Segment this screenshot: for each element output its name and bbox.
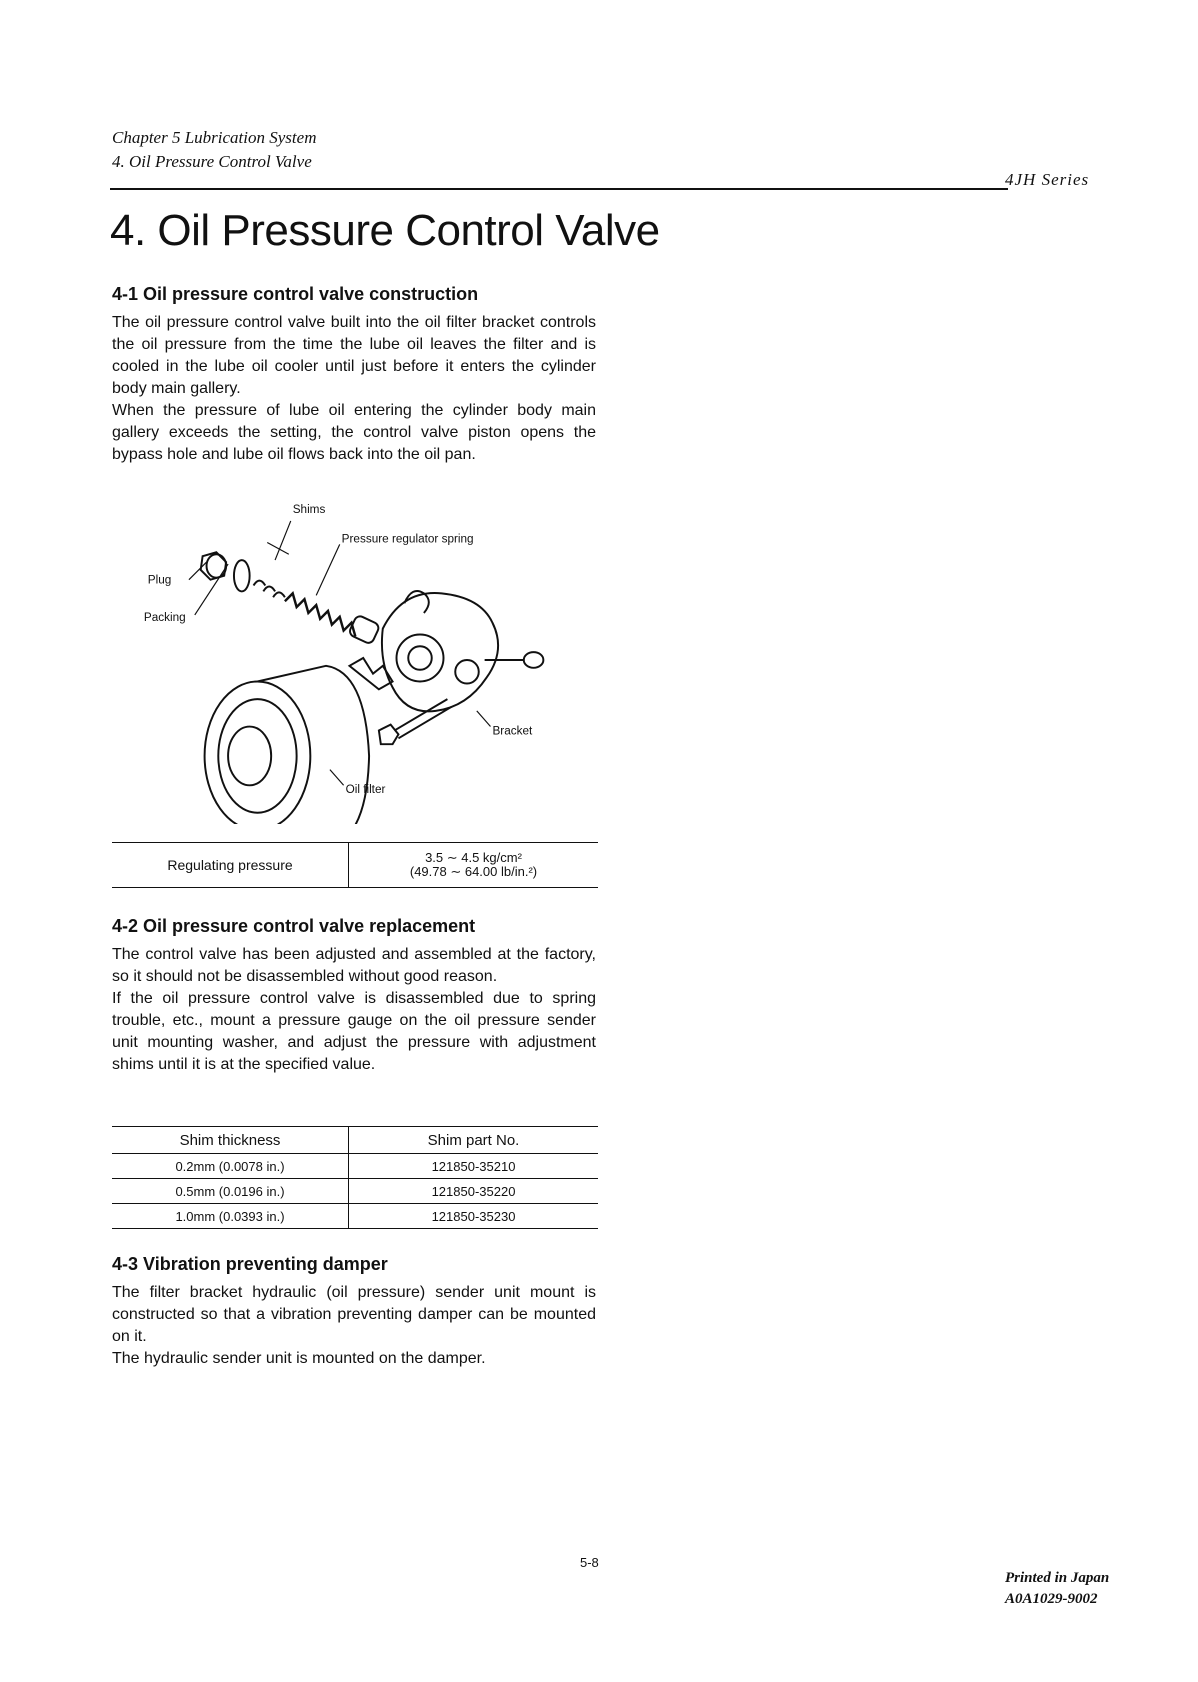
- cell-part: 121850-35210: [349, 1154, 599, 1179]
- page-title: 4. Oil Pressure Control Valve: [110, 206, 660, 255]
- cell-thickness: 0.2mm (0.0078 in.): [112, 1154, 349, 1179]
- page-number: 5-8: [580, 1555, 599, 1570]
- section-heading-construction: 4-1 Oil pressure control valve construction: [112, 284, 479, 304]
- table-header-row: [112, 1127, 598, 1154]
- spec-value-imperial: (49.78 ∼ 64.00 lb/in.²): [409, 864, 538, 879]
- header-chapter: Chapter 5 Lubrication System: [112, 128, 317, 147]
- cell-thickness: 1.0mm (0.0393 in.): [112, 1204, 349, 1229]
- spec-value: [349, 843, 599, 888]
- table-row: [112, 843, 598, 888]
- label-spring: Pressure regulator spring: [341, 532, 474, 546]
- label-bracket: Bracket: [492, 724, 533, 738]
- header-series: 4JH Series: [1005, 170, 1090, 189]
- label-oil-filter: Oil filter: [345, 783, 386, 797]
- paragraph: The hydraulic sender unit is mounted on the damper.: [112, 1350, 486, 1367]
- label-shims: Shims: [292, 503, 326, 517]
- paragraph: The oil pressure control valve built into the oil filter bracket controls the oil pressure from the time the lube oil leaves the filter and is cooled in the lube oil cooler until just before it enters the cylinder body main gallery.: [112, 314, 596, 397]
- spec-value-metric: 3.5 ∼ 4.5 kg/cm²: [425, 850, 522, 865]
- document-code: A0A1029-9002: [1005, 1591, 1098, 1607]
- section-heading-damper: 4-3 Vibration preventing damper: [112, 1254, 388, 1274]
- paragraph: The filter bracket hydraulic (oil pressure) sender unit mount is constructed so that a vibration preventing damper can be mounted on it.: [112, 1284, 596, 1345]
- header-section: 4. Oil Pressure Control Valve: [112, 152, 312, 171]
- col-header-part: Shim part No.: [349, 1127, 599, 1154]
- section-body-construction: [112, 312, 596, 466]
- regulating-pressure-table: [112, 842, 598, 888]
- section-body-damper: [112, 1282, 596, 1370]
- diagram-svg: [138, 492, 608, 824]
- printed-in: Printed in Japan: [1005, 1570, 1110, 1586]
- cell-part: 121850-35230: [431, 1208, 516, 1224]
- cell-thickness: 0.5mm (0.0196 in.): [112, 1179, 349, 1204]
- table-row: [112, 1204, 598, 1229]
- shim-table: [112, 1126, 598, 1229]
- section-heading-replacement: 4-2 Oil pressure control valve replacement: [112, 916, 476, 936]
- header-rule: [110, 188, 1008, 190]
- label-plug: Plug: [147, 573, 172, 587]
- table-row: [112, 1154, 598, 1179]
- paragraph: If the oil pressure control valve is disassembled due to spring trouble, etc., mount a pressure gauge on the oil pressure sender unit mounting washer, and adjust the pressure with adjustment shims until it is at the specified value.: [112, 990, 596, 1073]
- section-body-replacement: [112, 944, 596, 1076]
- table-row: [112, 1179, 598, 1204]
- cell-part: 121850-35220: [349, 1179, 599, 1204]
- paragraph: The control valve has been adjusted and assembled at the factory, so it should not be disassembled without good reason.: [112, 946, 596, 985]
- paragraph: When the pressure of lube oil entering the cylinder body main gallery exceeds the setting, the control valve piston opens the bypass hole and lube oil flows back into the oil pan.: [112, 402, 596, 463]
- spec-label: Regulating pressure: [112, 843, 349, 888]
- valve-exploded-diagram: [138, 492, 608, 824]
- label-packing: Packing: [143, 610, 186, 624]
- col-header-thickness: Shim thickness: [112, 1127, 349, 1154]
